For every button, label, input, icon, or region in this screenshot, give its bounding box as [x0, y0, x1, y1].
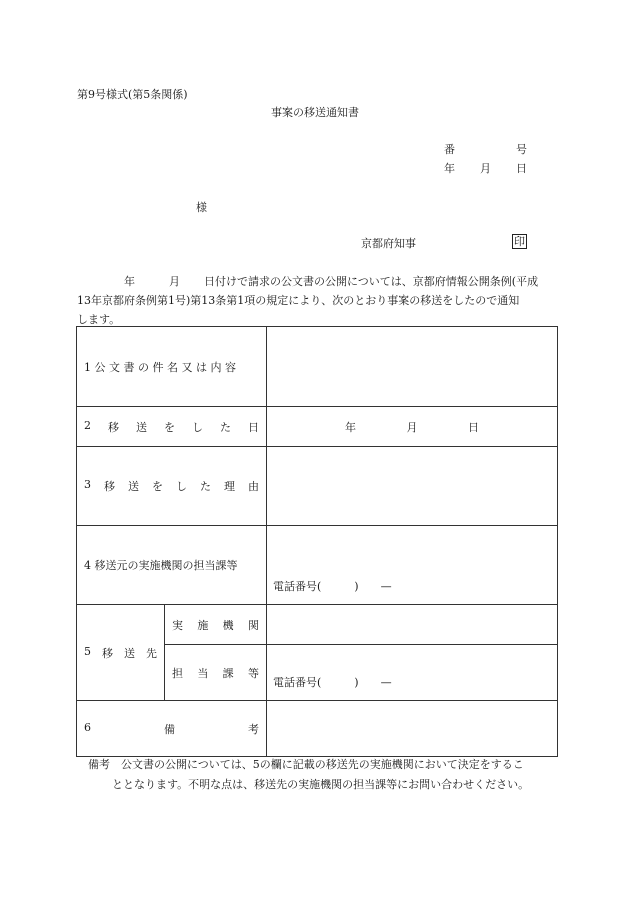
label-char: た [220, 420, 231, 434]
destination-department-field[interactable] [267, 645, 558, 701]
label-char: 考 [248, 722, 259, 736]
table-row [77, 526, 558, 605]
label-char: 備 [164, 722, 175, 736]
label-char: 機 [222, 618, 234, 632]
source-department-field[interactable] [267, 526, 558, 605]
label-char: 当 [197, 666, 209, 680]
label-char: 6 [84, 720, 91, 734]
source-department-label [77, 526, 267, 605]
footnote-line-1: 備考 公文書の公開については、5の欄に記載の移送先の実施機関において決定をするこ [88, 758, 524, 771]
date-char: 年 [444, 162, 455, 175]
blank-month-char: 月 [169, 275, 180, 288]
document-subject-label-text: 1 公 文 書 の 件 名 又 は 内 容 [84, 360, 236, 374]
addressee-suffix: 様 [196, 201, 207, 214]
date-char: 月 [406, 420, 418, 434]
label-char: 理 [224, 480, 235, 493]
seal-mark: 印 [514, 235, 525, 248]
label-char: を [164, 420, 175, 434]
label-char: し [176, 480, 187, 493]
sender-name: 京都府知事 [361, 237, 416, 250]
date-char: 日 [468, 420, 479, 434]
blank-year-char: 年 [124, 275, 135, 288]
source-department-label-text: 4 移送元の実施機関の担当課等 [84, 559, 238, 572]
transfer-date-label [77, 407, 267, 447]
paragraph-line-1-text: 日付けで請求の公文書の公開については、京都府情報公開条例(平成 [204, 275, 539, 288]
label-char: 実 [172, 618, 183, 632]
source-phone-number: 電話番号( ) — [273, 580, 392, 593]
date-char: 年 [345, 420, 356, 434]
label-char: 等 [247, 666, 259, 680]
label-char: 由 [248, 480, 259, 493]
transfer-date-field[interactable] [267, 407, 558, 447]
table-row [77, 327, 558, 407]
label-char: 担 [172, 666, 183, 680]
label-char: 施 [197, 618, 209, 632]
label-char: た [200, 480, 211, 493]
label-char: 先 [146, 646, 157, 660]
number-char: 番 [444, 143, 455, 156]
destination-agency-field[interactable] [267, 605, 558, 645]
paragraph-line-3: します。 [77, 313, 121, 326]
table-row [77, 605, 558, 645]
footnote-line-2: ととなります。不明な点は、移送先の実施機関の担当課等にお問い合わせください。 [112, 778, 530, 791]
date-char: 月 [480, 162, 491, 175]
document-subject-label [77, 327, 267, 407]
date-char: 日 [516, 162, 527, 175]
transfer-details-table [76, 326, 558, 757]
number-char: 号 [516, 143, 527, 156]
label-char: 日 [248, 420, 259, 434]
label-char: 3 [84, 478, 91, 491]
form-number-label: 第9号様式(第5条関係) [77, 88, 188, 101]
paragraph-line-2: 13年京都府条例第1号)第13条第1項の規定により、次のとおり事案の移送をしたので通知 [77, 294, 520, 307]
transfer-reason-field[interactable] [267, 447, 558, 526]
transfer-reason-label [77, 447, 267, 526]
destination-label [77, 605, 165, 701]
label-char: 送 [124, 646, 135, 660]
destination-phone-number: 電話番号( ) — [273, 676, 392, 689]
label-char: 移 [102, 646, 113, 660]
label-char: を [152, 480, 163, 493]
label-char: 関 [247, 618, 259, 632]
issue-date-line [444, 160, 527, 176]
document-subject-field[interactable] [267, 327, 558, 407]
label-char: 送 [128, 480, 139, 493]
notice-paragraph [77, 272, 557, 329]
label-char: し [192, 420, 203, 434]
destination-department-label [165, 645, 267, 701]
destination-agency-label [165, 605, 267, 645]
label-char: 移 [104, 480, 115, 493]
label-char: 送 [136, 420, 147, 434]
paragraph-line-1 [77, 272, 557, 291]
table-row [77, 447, 558, 526]
label-char: 5 [84, 644, 91, 658]
footnote [88, 755, 558, 795]
label-char: 移 [108, 420, 119, 434]
remarks-label [77, 701, 267, 757]
document-title: 事案の移送通知書 [271, 106, 359, 119]
reference-number-line [444, 141, 527, 157]
label-char: 課 [222, 666, 234, 680]
label-char: 2 [84, 418, 91, 432]
remarks-field[interactable] [267, 701, 558, 757]
table-row [77, 701, 558, 757]
table-row [77, 407, 558, 447]
